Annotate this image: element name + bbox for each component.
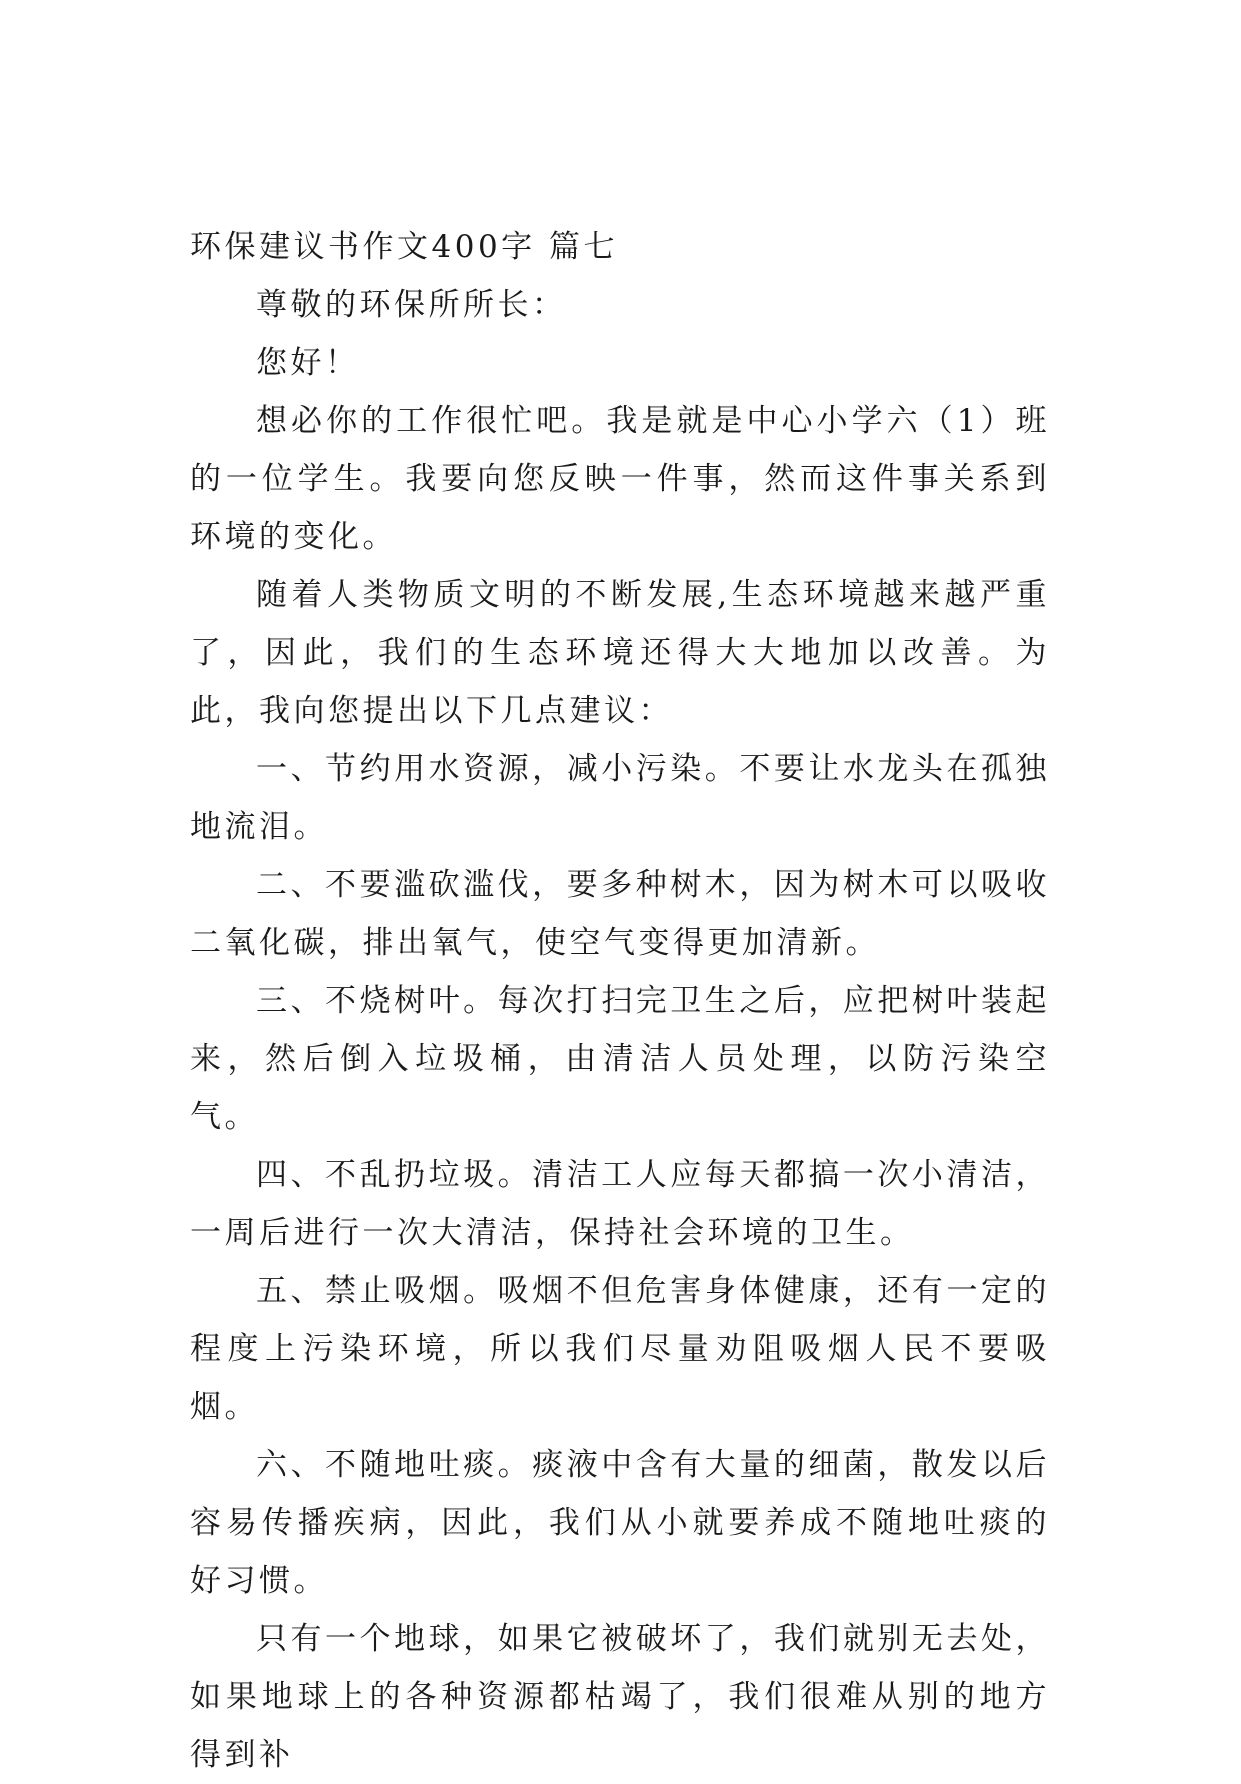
paragraph-suggestion-2: 二、不要滥砍滥伐，要多种树木，因为树木可以吸收二氧化碳，排出氧气，使空气变得更加清新。 <box>190 867 1050 961</box>
paragraph-suggestion-4: 四、不乱扔垃圾。清洁工人应每天都搞一次小清洁，一周后进行一次大清洁，保持社会环境的卫生。 <box>190 1157 1050 1251</box>
paragraph-suggestion-3: 三、不烧树叶。每次打扫完卫生之后，应把树叶装起来，然后倒入垃圾桶，由清洁人员处理，以防污染空气。 <box>190 983 1050 1135</box>
paragraph-suggestion-6: 六、不随地吐痰。痰液中含有大量的细菌，散发以后容易传播疾病，因此，我们从小就要养成不随地吐痰的好习惯。 <box>190 1447 1050 1599</box>
paragraph-suggestion-1: 一、节约用水资源，减小污染。不要让水龙头在孤独地流泪。 <box>190 751 1050 845</box>
paragraph-suggestion-5: 五、禁止吸烟。吸烟不但危害身体健康，还有一定的程度上污染环境，所以我们尽量劝阻吸烟人民不要吸烟。 <box>190 1273 1050 1425</box>
paragraph-conclusion: 只有一个地球，如果它被破坏了，我们就别无去处，如果地球上的各种资源都枯竭了，我们很难从别的地方得到补 <box>190 1621 1050 1773</box>
paragraph-salutation: 尊敬的环保所所长： <box>256 287 567 323</box>
paragraph-greeting: 您好！ <box>256 345 360 381</box>
paragraph-background: 随着人类物质文明的不断发展,生态环境越来越严重了，因此，我们的生态环境还得大大地加以改善。为此，我向您提出以下几点建议： <box>190 577 1050 729</box>
document-title: 环保建议书作文400字 篇七 <box>190 229 619 265</box>
document-body <box>190 218 1050 1784</box>
paragraph-intro: 想必你的工作很忙吧。我是就是中心小学六（1）班的一位学生。我要向您反映一件事，然而这件事关系到环境的变化。 <box>190 403 1050 555</box>
